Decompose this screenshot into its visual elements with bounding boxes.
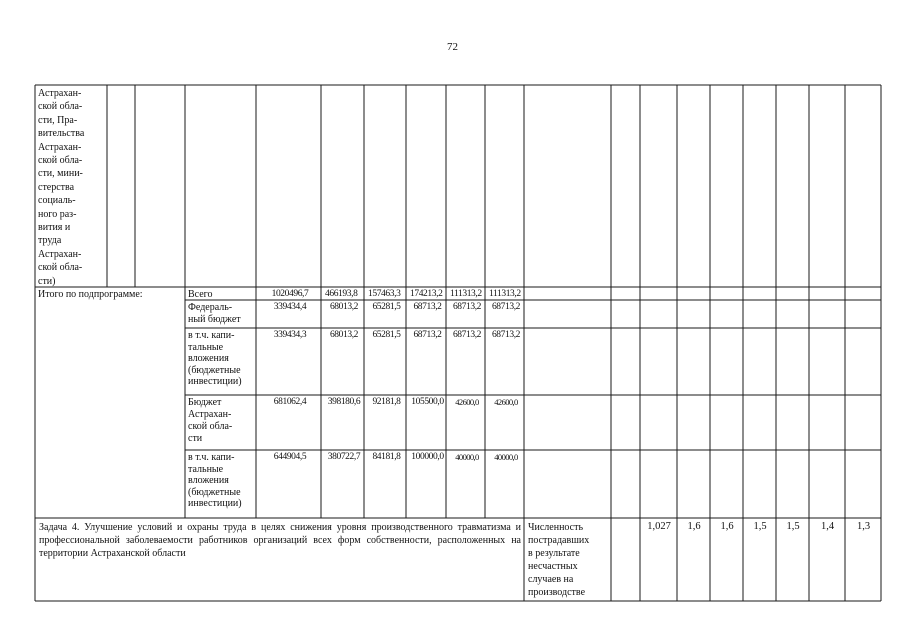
amount-cell: 40000,0 <box>455 452 479 462</box>
indicator-name: Численность пострадавших в результате несчастных случаев на производстве <box>528 522 590 598</box>
amount-cell: 40000,0 <box>494 452 518 462</box>
indicator-value: 1,5 <box>786 521 800 532</box>
amount-cell: 68713,2 <box>413 302 442 312</box>
indicator-value: 1,4 <box>820 521 835 532</box>
amount-cell: 68713,2 <box>491 330 521 340</box>
indicator-value: 1,6 <box>720 521 734 532</box>
amount-cell: 42600,0 <box>494 397 518 407</box>
indicator-value: 1,5 <box>753 521 767 532</box>
amount-cell: 65281,5 <box>372 302 401 312</box>
funding-source-capital-regional: в т.ч. капи- тальные вложения (бюджетные инвестиции) <box>188 452 242 509</box>
page-number: 72 <box>447 41 458 53</box>
amount-cell: 174213,2 <box>410 289 443 299</box>
amount-cell: 68013,2 <box>329 330 359 340</box>
amount-cell: 68713,2 <box>491 302 521 312</box>
amount-cell: 84181,8 <box>372 452 401 462</box>
amount-cell: 681062,4 <box>273 397 307 407</box>
amount-cell: 380722,7 <box>327 452 361 462</box>
amount-cell: 466193,8 <box>325 289 358 299</box>
amount-cell: 105500,0 <box>411 397 444 407</box>
task-description: Задача 4. Улучшение условий и охраны труда в целях снижения уровня производственного травматизма и профессиональной заболеваемости работников организаций всех форм собственности, расположенных на территории Астраханской области <box>39 522 521 559</box>
amount-cell: 111313,2 <box>450 289 482 299</box>
amount-cell: 339434,3 <box>273 330 307 340</box>
funding-source-capital-federal: в т.ч. капи- тальные вложения (бюджетные инвестиции) <box>188 330 242 387</box>
amount-cell: 1020496,7 <box>271 289 309 299</box>
amount-cell: 68713,2 <box>452 302 482 312</box>
amount-cell: 339434,4 <box>273 302 307 312</box>
amount-cell: 68713,2 <box>452 330 482 340</box>
funding-source-total: Всего <box>188 289 213 300</box>
amount-cell: 111313,2 <box>489 289 521 299</box>
amount-cell: 65281,5 <box>372 330 401 340</box>
indicator-value: 1,6 <box>687 521 701 532</box>
amount-cell: 68713,2 <box>413 330 442 340</box>
responsible-executor-text: Астрахан- ской обла- сти, Пра- вительства Астрахан- ской обла- сти, мини- стерства социаль- ного раз- вития и труда Астрахан- ской обла- сти) <box>38 88 85 287</box>
funding-source-federal: Федераль- ный бюджет <box>188 302 241 325</box>
amount-cell: 100000,0 <box>411 452 444 462</box>
indicator-value: 1,3 <box>856 521 871 532</box>
subtotal-label: Итого по подпрограмме: <box>38 289 143 300</box>
funding-source-regional: Бюджет Астрахан- ской обла- сти <box>188 397 233 444</box>
amount-cell: 157463,3 <box>368 289 401 299</box>
amount-cell: 398180,6 <box>327 397 361 407</box>
indicator-value: 1,027 <box>647 521 671 532</box>
amount-cell: 92181,8 <box>372 397 401 407</box>
amount-cell: 644904,5 <box>273 452 307 462</box>
amount-cell: 42600,0 <box>455 397 479 407</box>
amount-cell: 68013,2 <box>329 302 359 312</box>
